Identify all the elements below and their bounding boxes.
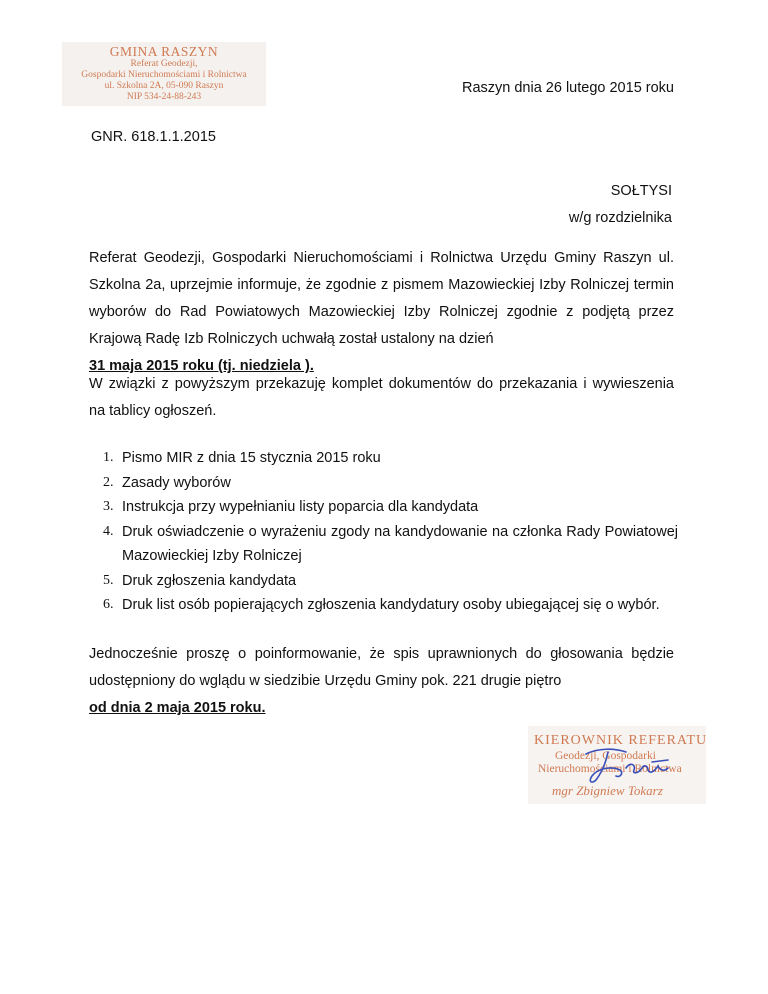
list-item [103, 471, 678, 496]
list-item-number: 1. [103, 450, 114, 465]
recipient-block [569, 178, 672, 232]
list-item-text: Druk zgłoszenia kandydata [122, 572, 297, 589]
office-stamp [62, 42, 266, 106]
list-item-text: Pismo MIR z dnia 15 stycznia 2015 roku [122, 450, 381, 466]
list-item-number: 2. [103, 474, 114, 490]
list-item-text: Zasady wyborów [122, 474, 231, 491]
signature-stamp-name: mgr Zbigniew Tokarz [552, 783, 663, 798]
recipient-line-2: w/g rozdzielnika [568, 210, 672, 226]
list-item [103, 593, 678, 618]
signature-stamp [528, 726, 706, 804]
paragraph-1-text: Referat Geodezji, Gospodarki Nieruchomościami i Rolnictwa Urzędu Gminy Raszyn ul. Szkolna 2a, uprzejmie informuje, że zgodnie z pismem Mazowieckiej Izby Rolniczej termin wyborów do Rad Powiatowych Mazowieckiej Izby Rolniczej zgodnie z podjętą przez Krajową Radę Izb Rolniczych uchwałą został ustalony na dzień [89, 250, 674, 347]
stamp-line-3: ul. Szkolna 2A, 05-090 Raszyn [104, 81, 224, 91]
list-item [103, 446, 678, 471]
list-item-text: Instrukcja przy wypełnianiu listy poparcia dla kandydata [122, 499, 479, 515]
stamp-title: GMINA RASZYN [109, 44, 219, 59]
date-line: Raszyn dnia 26 lutego 2015 roku [461, 80, 674, 96]
stamp-line-2: Gospodarki Nieruchomościami i Rolnictwa [81, 70, 247, 80]
paragraph-voter-list [89, 641, 674, 722]
list-item [103, 495, 678, 520]
list-item-text: Druk oświadczenie o wyrażeniu zgody na kandydowanie na członka Rady Powiatowej Mazowieckiej Izby Rolniczej [122, 523, 678, 564]
signature-stamp-title: KIEROWNIK REFERATU [534, 733, 708, 748]
paragraph-election-date [89, 245, 674, 380]
list-item-number: 5. [103, 572, 114, 588]
reference-number: GNR. 618.1.1.2015 [91, 129, 216, 145]
list-item-number: 3. [103, 499, 114, 514]
stamp-line-4: NIP 534-24-88-243 [126, 92, 202, 102]
stamp-line-1: Referat Geodezji, [130, 59, 198, 69]
list-item [103, 569, 678, 594]
signature-stamp-line-2: Nieruchomościami i Rolnictwa [538, 763, 682, 775]
paragraph-3-text: Jednocześnie proszę o poinformowanie, że spis uprawnionych do głosowania będzie udostępniony do wglądu w siedzibie Urzędu Gminy pok. 221 drugie piętro [89, 646, 674, 689]
list-item-number: 6. [103, 597, 114, 612]
signature-stamp-line-1: Geodezji, Gospodarki [555, 750, 656, 762]
election-date: 31 maja 2015 roku (tj. niedziela ). [89, 358, 314, 374]
list-item [103, 520, 678, 569]
paragraph-documents: W związki z powyższym przekazuję komplet dokumentów do przekazania i wywieszenia na tablicy ogłoszeń. [89, 376, 674, 419]
handwritten-signature [568, 740, 698, 790]
availability-date: od dnia 2 maja 2015 roku. [89, 700, 266, 716]
documents-list [103, 446, 678, 618]
list-item-number: 4. [103, 523, 114, 539]
list-item-text: Druk list osób popierających zgłoszenia kandydatury osoby ubiegającej się o wybór. [122, 597, 660, 613]
recipient-line-1: SOŁTYSI [610, 183, 672, 199]
